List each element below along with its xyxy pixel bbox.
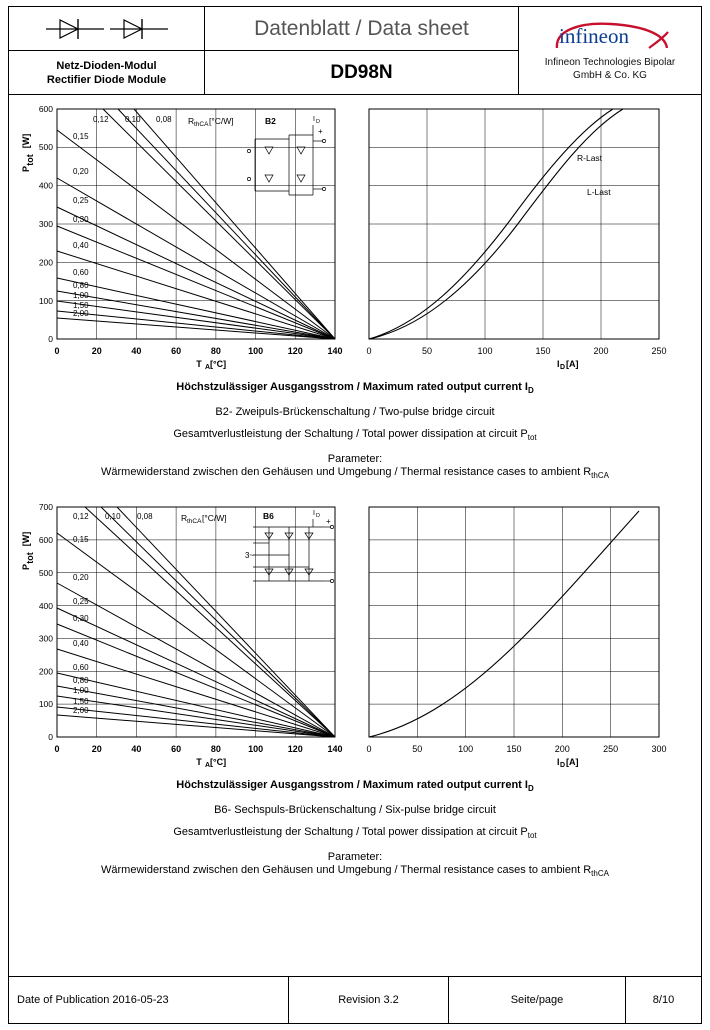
svg-text:0,60: 0,60 (73, 268, 89, 277)
svg-text:2,00: 2,00 (73, 705, 89, 715)
caption-b2-line5: Wärmewiderstand zwischen den Gehäusen und Umgebung / Thermal resistance cases to ambient $R_{thCA}$ (101, 466, 609, 481)
svg-text:0,12: 0,12 (93, 115, 109, 124)
svg-text:0,80: 0,80 (73, 675, 89, 685)
svg-text:500: 500 (38, 142, 53, 152)
svg-text:R: R (181, 512, 188, 523)
svg-text:[W]: [W] (21, 133, 31, 149)
svg-text:0,15: 0,15 (73, 132, 89, 141)
caption-b2 (9, 381, 701, 483)
module-type-title (9, 51, 204, 94)
svg-text:A: A (205, 364, 211, 369)
diode-symbol-icon (46, 16, 104, 42)
svg-text:D: D (560, 761, 566, 767)
svg-text:I: I (557, 359, 560, 369)
svg-text:40: 40 (131, 346, 142, 356)
caption-b6-line4: Parameter: (327, 850, 383, 863)
svg-text:3~: 3~ (245, 550, 255, 560)
svg-text:100: 100 (248, 743, 264, 754)
header-left (9, 7, 205, 94)
svg-text:200: 200 (38, 257, 53, 268)
svg-text:0: 0 (54, 743, 60, 754)
svg-text:100: 100 (38, 296, 53, 306)
svg-text:0,20: 0,20 (73, 572, 89, 582)
chart-b2-power-dissipation (13, 99, 357, 369)
svg-text:thCA: thCA (194, 121, 209, 128)
svg-text:0: 0 (366, 743, 372, 754)
svg-text:0,40: 0,40 (73, 638, 89, 648)
caption-b6-line5: Wärmewiderstand zwischen den Gehäusen und Umgebung / Thermal resistance cases to ambient $R_{thCA}$ (101, 863, 609, 879)
caption-b6-line3: Gesamtverlustleistung der Schaltung / Total power dissipation at circuit $P_{tot}$ (173, 825, 537, 840)
chart-row-b2 (9, 99, 701, 369)
diode-symbol-icon-2 (110, 16, 168, 42)
svg-text:0,30: 0,30 (73, 215, 89, 224)
chart-row-b6 (9, 497, 701, 767)
svg-text:[°C]: [°C] (210, 756, 227, 767)
svg-text:600: 600 (38, 534, 53, 545)
svg-text:1,00: 1,00 (73, 685, 89, 695)
svg-text:thCA: thCA (187, 517, 202, 525)
svg-text:D: D (560, 364, 566, 369)
header-right (519, 7, 701, 94)
svg-text:tot: tot (25, 551, 35, 564)
svg-text:R: R (188, 116, 195, 126)
svg-text:0,25: 0,25 (73, 596, 89, 606)
svg-text:0: 0 (366, 346, 372, 356)
svg-text:100: 100 (248, 346, 264, 356)
svg-text:60: 60 (171, 743, 182, 754)
company-line-2: GmbH & Co. KG (573, 69, 647, 81)
svg-text:[W]: [W] (21, 531, 31, 546)
svg-text:140: 140 (327, 743, 343, 754)
svg-text:140: 140 (327, 346, 343, 356)
svg-text:B6: B6 (263, 510, 274, 521)
svg-text:+: + (318, 127, 323, 136)
part-number: DD98N (330, 61, 393, 83)
svg-text:T: T (196, 359, 202, 369)
svg-text:+: + (326, 516, 331, 526)
svg-text:P: P (21, 165, 31, 173)
chart-b2-output-current (361, 99, 691, 369)
chart-b6-power-dissipation (13, 497, 357, 767)
svg-text:400: 400 (38, 600, 53, 611)
module-type-en: Rectifier Diode Module (46, 73, 167, 86)
svg-text:0,60: 0,60 (73, 662, 89, 672)
caption-b6-line1: Höchstzulässiger Ausgangsstrom / Maximum rated output current $I_D$ (176, 778, 534, 793)
svg-text:250: 250 (603, 743, 619, 754)
company-name (545, 56, 675, 82)
footer-page-value: 8/10 (625, 977, 701, 1023)
svg-text:100: 100 (458, 743, 474, 754)
page-body (9, 95, 701, 977)
svg-text:0,25: 0,25 (73, 196, 89, 205)
svg-text:[°C]: [°C] (210, 359, 227, 369)
footer-revision: Revision 3.2 (289, 977, 449, 1023)
svg-text:80: 80 (210, 346, 221, 356)
footer-publication-date: Date of Publication 2016-05-23 (9, 977, 289, 1023)
svg-text:150: 150 (506, 743, 522, 754)
page-frame (8, 6, 702, 1024)
legend-r-last: R-Last (577, 153, 603, 163)
svg-text:A: A (205, 761, 211, 767)
svg-text:0,20: 0,20 (73, 167, 89, 176)
chart-b6-output-current (361, 497, 691, 767)
svg-text:0,10: 0,10 (125, 115, 141, 124)
svg-text:tot: tot (25, 154, 35, 166)
svg-text:200: 200 (554, 743, 570, 754)
svg-text:20: 20 (91, 346, 102, 356)
svg-text:0,08: 0,08 (156, 115, 172, 124)
diode-symbols (9, 7, 204, 51)
header-middle (205, 7, 519, 94)
svg-text:50: 50 (421, 346, 433, 356)
svg-text:0: 0 (48, 731, 53, 742)
svg-text:250: 250 (651, 346, 667, 356)
logo-wordmark: infineon (559, 23, 629, 48)
svg-text:300: 300 (651, 743, 667, 754)
svg-text:T: T (196, 756, 202, 767)
svg-text:0,12: 0,12 (73, 511, 89, 521)
svg-text:0,15: 0,15 (73, 534, 89, 544)
svg-text:120: 120 (287, 346, 303, 356)
svg-text:0,40: 0,40 (73, 241, 89, 250)
svg-text:600: 600 (38, 104, 53, 114)
svg-text:40: 40 (131, 743, 142, 754)
svg-text:0,08: 0,08 (137, 511, 153, 521)
company-line-1: Infineon Technologies Bipolar (544, 56, 676, 68)
module-type-de: Netz-Dioden-Modul (56, 59, 157, 72)
svg-text:20: 20 (91, 743, 102, 754)
svg-text:100: 100 (38, 698, 53, 709)
svg-text:0: 0 (54, 346, 60, 356)
caption-b2-line1: Höchstzulässiger Ausgangsstrom / Maximum rated output current $I_D$ (176, 381, 534, 396)
svg-text:I: I (313, 509, 315, 517)
svg-text:[A]: [A] (566, 359, 579, 369)
footer-page-label: Seite/page (510, 994, 564, 1006)
svg-text:0,30: 0,30 (73, 613, 89, 623)
svg-text:50: 50 (412, 743, 423, 754)
svg-text:1,50: 1,50 (73, 696, 89, 706)
svg-text:0,10: 0,10 (105, 511, 121, 521)
svg-text:0: 0 (48, 334, 53, 344)
svg-text:[°C/W]: [°C/W] (202, 512, 227, 523)
infineon-logo (545, 20, 675, 54)
legend-l-last: L-Last (587, 187, 611, 197)
svg-text:P: P (21, 563, 31, 570)
page-footer (9, 977, 701, 1023)
svg-text:80: 80 (210, 743, 221, 754)
svg-text:400: 400 (38, 180, 53, 191)
svg-text:200: 200 (38, 666, 53, 677)
svg-text:[A]: [A] (566, 756, 579, 767)
svg-text:D: D (316, 512, 320, 519)
svg-text:700: 700 (38, 501, 53, 512)
svg-text:120: 120 (287, 743, 303, 754)
svg-text:I: I (313, 116, 315, 123)
caption-b6 (9, 779, 701, 881)
svg-text:300: 300 (38, 219, 53, 229)
svg-text:60: 60 (171, 346, 182, 356)
caption-b6-line2: B6- Sechspuls-Brückenschaltung / Six-pulse bridge circuit (214, 803, 496, 816)
datasheet-title: Datenblatt / Data sheet (205, 7, 518, 51)
svg-text:1,50: 1,50 (73, 301, 89, 310)
caption-b2-line2: B2- Zweipuls-Brückenschaltung / Two-pulse bridge circuit (215, 406, 495, 419)
caption-b2-line3: Gesamtverlustleistung der Schaltung / Total power dissipation at circuit $P_{tot}$ (173, 428, 537, 443)
svg-text:500: 500 (38, 567, 53, 578)
svg-text:1,00: 1,00 (73, 291, 89, 300)
svg-text:B2: B2 (265, 116, 276, 126)
svg-text:200: 200 (593, 346, 609, 356)
svg-text:2,00: 2,00 (73, 309, 89, 318)
svg-text:150: 150 (535, 346, 551, 356)
svg-text:0,80: 0,80 (73, 281, 89, 290)
svg-text:[°C/W]: [°C/W] (209, 116, 234, 126)
caption-b2-line4: Parameter: (327, 453, 383, 466)
svg-text:300: 300 (38, 633, 53, 644)
svg-text:D: D (316, 119, 320, 125)
page-header (9, 7, 701, 95)
svg-text:100: 100 (477, 346, 493, 356)
svg-text:I: I (557, 756, 560, 767)
